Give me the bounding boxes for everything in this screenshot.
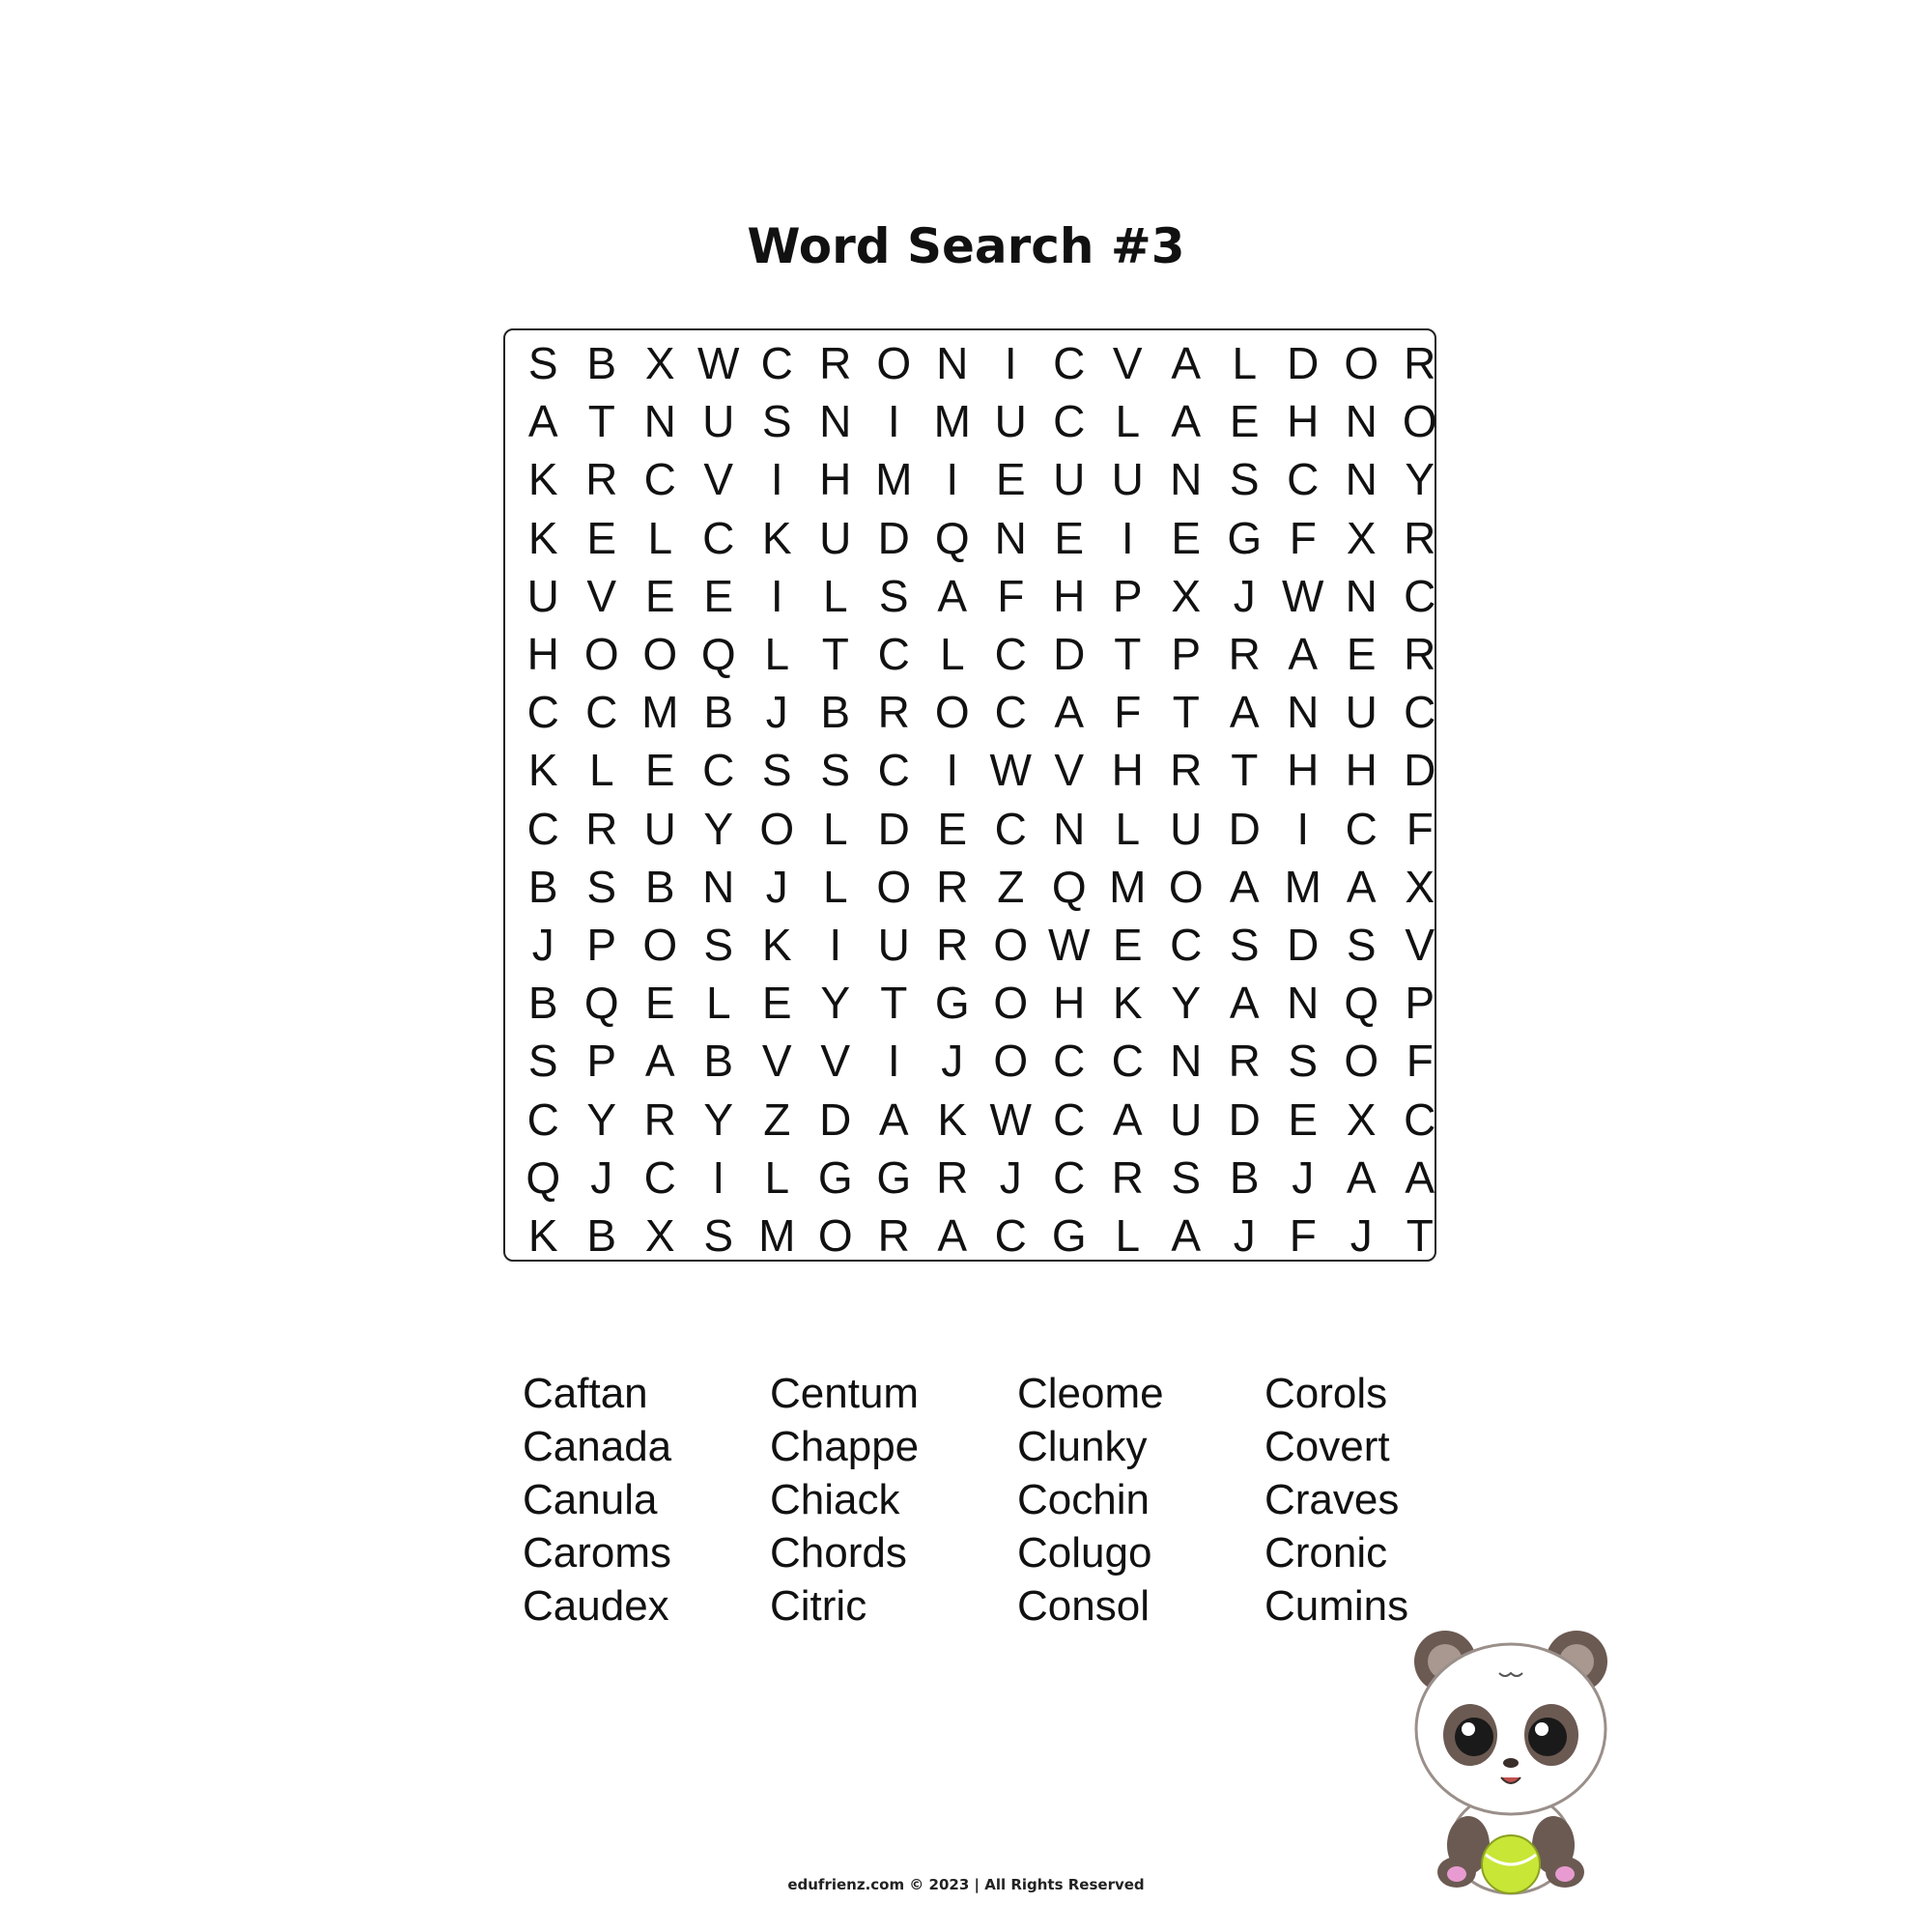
grid-letter: F xyxy=(1289,1209,1317,1261)
grid-letter: U xyxy=(1170,803,1203,854)
panda-mascot-icon xyxy=(1399,1623,1623,1903)
grid-letter: B xyxy=(586,338,617,389)
grid-letter: S xyxy=(586,861,617,912)
word-list-item: Cleome xyxy=(1017,1370,1164,1417)
grid-letter: N xyxy=(643,396,676,447)
grid-letter: C xyxy=(1404,687,1436,738)
grid-letter: B xyxy=(586,1209,617,1261)
word-list-item: Canula xyxy=(523,1476,658,1523)
grid-letter: A xyxy=(1405,1151,1435,1203)
grid-letter: V xyxy=(703,454,734,505)
grid-letter: K xyxy=(527,1209,558,1261)
grid-letter: C xyxy=(1053,1036,1086,1087)
word-list-item: Clunky xyxy=(1017,1423,1148,1470)
grid-letter: R xyxy=(1404,512,1436,563)
grid-letter: A xyxy=(1171,338,1202,389)
grid-letter: A xyxy=(937,570,968,621)
grid-letter: V xyxy=(1054,745,1085,796)
grid-letter: B xyxy=(1229,1151,1260,1203)
grid-letter: X xyxy=(1405,861,1435,912)
grid-letter: D xyxy=(1228,1094,1261,1145)
grid-letter: C xyxy=(702,512,735,563)
grid-letter: G xyxy=(934,978,970,1029)
grid-letter: M xyxy=(875,454,913,505)
grid-letter: L xyxy=(822,570,848,621)
grid-letter: K xyxy=(527,745,558,796)
word-list-item: Chappe xyxy=(770,1423,920,1470)
grid-letter: J xyxy=(941,1036,964,1087)
grid-letter: N xyxy=(1287,687,1320,738)
grid-letter: R xyxy=(936,861,969,912)
grid-letter: A xyxy=(527,396,558,447)
grid-letter: I xyxy=(946,454,959,505)
grid-letter: C xyxy=(1111,1036,1144,1087)
grid-letter: G xyxy=(817,1151,853,1203)
word-list-item: Caroms xyxy=(523,1529,672,1577)
grid-letter: E xyxy=(1346,629,1377,680)
grid-letter: I xyxy=(946,745,959,796)
grid-letter: P xyxy=(1112,570,1143,621)
grid-letter: N xyxy=(702,861,735,912)
grid-letter: M xyxy=(1284,861,1321,912)
grid-letter: X xyxy=(1346,512,1377,563)
grid-letter: S xyxy=(527,1036,558,1087)
word-list-item: Centum xyxy=(770,1370,920,1417)
grid-letter: I xyxy=(770,454,783,505)
grid-letter: E xyxy=(1171,512,1202,563)
grid-letter: B xyxy=(703,687,734,738)
grid-letter: R xyxy=(1404,629,1436,680)
grid-letter: B xyxy=(527,978,558,1029)
grid-letter: C xyxy=(994,687,1027,738)
grid-letter: D xyxy=(1287,338,1320,389)
grid-letter: L xyxy=(1115,1209,1141,1261)
grid-letter: O xyxy=(876,338,912,389)
grid-letter: U xyxy=(877,919,910,970)
grid-letter: E xyxy=(644,745,675,796)
grid-letter: Y xyxy=(1405,454,1435,505)
grid-letter: L xyxy=(647,512,673,563)
grid-letter: P xyxy=(1171,629,1202,680)
word-list-item: Canada xyxy=(523,1423,672,1470)
grid-letter: Q xyxy=(1344,978,1379,1029)
grid-letter: N xyxy=(1287,978,1320,1029)
grid-letter: C xyxy=(994,1209,1027,1261)
grid-letter: H xyxy=(1111,745,1144,796)
grid-letter: O xyxy=(759,803,795,854)
grid-letter: N xyxy=(1345,570,1378,621)
grid-letter: R xyxy=(643,1094,676,1145)
grid-letter: R xyxy=(819,338,852,389)
grid-letter: S xyxy=(820,745,851,796)
grid-letter: Y xyxy=(586,1094,617,1145)
grid-letter: X xyxy=(1346,1094,1377,1145)
grid-letter: I xyxy=(1004,338,1017,389)
word-list-item: Chords xyxy=(770,1529,907,1577)
grid-letter: S xyxy=(1346,919,1377,970)
grid-letter: S xyxy=(1288,1036,1319,1087)
grid-letter: R xyxy=(1170,745,1203,796)
grid-letter: L xyxy=(1115,396,1141,447)
grid-letter: T xyxy=(1406,1209,1434,1261)
grid-letter: C xyxy=(1053,1151,1086,1203)
grid-letter: L xyxy=(822,861,848,912)
grid-letter: R xyxy=(877,687,910,738)
grid-letter: R xyxy=(1228,1036,1261,1087)
grid-letter: V xyxy=(820,1036,851,1087)
grid-letter: C xyxy=(585,687,618,738)
grid-letter: R xyxy=(1111,1151,1144,1203)
grid-letter: I xyxy=(829,919,842,970)
grid-letter: A xyxy=(1346,861,1377,912)
grid-letter: R xyxy=(1404,338,1436,389)
grid-letter: E xyxy=(703,570,734,621)
grid-letter: T xyxy=(1172,687,1200,738)
word-list-item: Corols xyxy=(1264,1370,1388,1417)
grid-letter: F xyxy=(1406,803,1434,854)
grid-letter: X xyxy=(644,338,675,389)
grid-letter: L xyxy=(1115,803,1141,854)
word-list-item: Chiack xyxy=(770,1476,900,1523)
grid-letter: U xyxy=(702,396,735,447)
grid-letter: D xyxy=(819,1094,852,1145)
grid-letter: T xyxy=(1231,745,1259,796)
word-list-item: Cumins xyxy=(1264,1582,1409,1630)
grid-letter: A xyxy=(937,1209,968,1261)
grid-letter: I xyxy=(1121,512,1134,563)
grid-letter: G xyxy=(1051,1209,1087,1261)
grid-letter: J xyxy=(765,861,788,912)
grid-letter: C xyxy=(994,803,1027,854)
grid-letter: K xyxy=(1112,978,1143,1029)
grid-letter: L xyxy=(1232,338,1258,389)
grid-letter: F xyxy=(1289,512,1317,563)
grid-letter: O xyxy=(1344,338,1379,389)
grid-letter: D xyxy=(1287,919,1320,970)
grid-letter: Q xyxy=(1051,861,1087,912)
grid-letter: U xyxy=(526,570,559,621)
grid-letter: T xyxy=(1114,629,1142,680)
grid-letter: I xyxy=(887,1036,900,1087)
grid-letter: O xyxy=(876,861,912,912)
grid-letter: F xyxy=(1114,687,1142,738)
grid-letter: O xyxy=(1402,396,1437,447)
grid-letter: Q xyxy=(583,978,619,1029)
grid-letter: V xyxy=(586,570,617,621)
grid-letter: A xyxy=(1346,1151,1377,1203)
grid-letter: A xyxy=(1112,1094,1143,1145)
grid-letter: S xyxy=(703,1209,734,1261)
grid-letter: Z xyxy=(763,1094,791,1145)
grid-letter: E xyxy=(995,454,1026,505)
grid-letter: V xyxy=(761,1036,792,1087)
grid-letter: Q xyxy=(700,629,736,680)
grid-letter: C xyxy=(1053,396,1086,447)
grid-letter: J xyxy=(590,1151,613,1203)
grid-letter: C xyxy=(526,1094,559,1145)
word-list-item: Caftan xyxy=(523,1370,648,1417)
grid-letter: C xyxy=(526,687,559,738)
grid-letter: W xyxy=(1048,919,1091,970)
grid-letter: R xyxy=(585,454,618,505)
grid-letter: S xyxy=(1171,1151,1202,1203)
grid-letter: V xyxy=(1405,919,1435,970)
grid-letter: C xyxy=(1170,919,1203,970)
grid-letter: L xyxy=(705,978,731,1029)
word-list-item: Citric xyxy=(770,1582,867,1630)
grid-letter: Y xyxy=(703,1094,734,1145)
grid-letter: C xyxy=(1404,570,1436,621)
grid-letter: U xyxy=(1345,687,1378,738)
grid-letter: O xyxy=(1344,1036,1379,1087)
grid-letter: X xyxy=(644,1209,675,1261)
grid-letter: R xyxy=(1228,629,1261,680)
grid-letter: E xyxy=(644,978,675,1029)
grid-letter: D xyxy=(1053,629,1086,680)
grid-letter: H xyxy=(526,629,559,680)
grid-letter: I xyxy=(887,396,900,447)
grid-letter: A xyxy=(1229,861,1260,912)
grid-letter: B xyxy=(644,861,675,912)
grid-letter: T xyxy=(880,978,908,1029)
grid-letter: I xyxy=(1296,803,1310,854)
grid-letter: E xyxy=(586,512,617,563)
grid-letter: T xyxy=(821,629,849,680)
grid-letter: Q xyxy=(934,512,970,563)
grid-letter: J xyxy=(531,919,554,970)
grid-letter: K xyxy=(937,1094,968,1145)
grid-letter: A xyxy=(1054,687,1085,738)
grid-letter: R xyxy=(585,803,618,854)
grid-letter: Y xyxy=(820,978,851,1029)
grid-letter: B xyxy=(527,861,558,912)
grid-letter: C xyxy=(760,338,793,389)
grid-letter: U xyxy=(819,512,852,563)
grid-letter: M xyxy=(758,1209,796,1261)
grid-letter: S xyxy=(761,396,792,447)
grid-letter: L xyxy=(764,1151,790,1203)
grid-letter: E xyxy=(1054,512,1085,563)
word-list-item: Craves xyxy=(1264,1476,1400,1523)
grid-letter: B xyxy=(820,687,851,738)
grid-letter: H xyxy=(1287,396,1320,447)
grid-letter: D xyxy=(1228,803,1261,854)
grid-letter: G xyxy=(1227,512,1263,563)
grid-letter: S xyxy=(761,745,792,796)
grid-letter: M xyxy=(933,396,971,447)
grid-letter: H xyxy=(1345,745,1378,796)
grid-letter: C xyxy=(1287,454,1320,505)
grid-letter: S xyxy=(1229,919,1260,970)
grid-letter: N xyxy=(1170,454,1203,505)
grid-letter: C xyxy=(1053,1094,1086,1145)
grid-letter: D xyxy=(1404,745,1436,796)
grid-letter: P xyxy=(1405,978,1435,1029)
grid-letter: N xyxy=(1345,396,1378,447)
word-list-item: Colugo xyxy=(1017,1529,1152,1577)
grid-letter: C xyxy=(643,1151,676,1203)
grid-letter: F xyxy=(1406,1036,1434,1087)
grid-letter: D xyxy=(877,803,910,854)
grid-letter: H xyxy=(1053,978,1086,1029)
grid-letter: N xyxy=(936,338,969,389)
grid-letter: A xyxy=(644,1036,675,1087)
grid-letter: O xyxy=(993,919,1029,970)
grid-letter: L xyxy=(764,629,790,680)
word-list-item: Cronic xyxy=(1264,1529,1388,1577)
grid-letter: U xyxy=(1111,454,1144,505)
grid-letter: U xyxy=(1053,454,1086,505)
grid-letter: Y xyxy=(703,803,734,854)
grid-letter: J xyxy=(1292,1151,1315,1203)
grid-letter: C xyxy=(526,803,559,854)
grid-letter: U xyxy=(994,396,1027,447)
grid-letter: O xyxy=(934,687,970,738)
grid-letter: U xyxy=(643,803,676,854)
letter-grid xyxy=(514,334,1449,1264)
grid-letter: O xyxy=(583,629,619,680)
grid-letter: C xyxy=(1345,803,1378,854)
grid-letter: O xyxy=(993,978,1029,1029)
page-title: Word Search #3 xyxy=(747,218,1185,274)
grid-letter: A xyxy=(878,1094,909,1145)
grid-letter: S xyxy=(1229,454,1260,505)
grid-letter: R xyxy=(877,1209,910,1261)
grid-letter: A xyxy=(1229,978,1260,1029)
grid-letter: C xyxy=(1404,1094,1436,1145)
word-list-item: Caudex xyxy=(523,1582,669,1630)
grid-letter: C xyxy=(877,745,910,796)
grid-letter: A xyxy=(1171,396,1202,447)
grid-letter: R xyxy=(936,1151,969,1203)
grid-letter: V xyxy=(1112,338,1143,389)
grid-letter: C xyxy=(994,629,1027,680)
grid-letter: N xyxy=(1170,1036,1203,1087)
grid-letter: J xyxy=(1233,1209,1256,1261)
grid-letter: X xyxy=(1171,570,1202,621)
grid-letter: R xyxy=(936,919,969,970)
grid-letter: K xyxy=(761,512,792,563)
grid-letter: E xyxy=(1112,919,1143,970)
grid-letter: K xyxy=(527,454,558,505)
grid-letter: D xyxy=(877,512,910,563)
grid-letter: N xyxy=(819,396,852,447)
grid-letter: L xyxy=(939,629,965,680)
grid-letter: E xyxy=(761,978,792,1029)
grid-letter: W xyxy=(1282,570,1324,621)
grid-letter: H xyxy=(1287,745,1320,796)
word-list xyxy=(523,1367,1512,1633)
grid-letter: A xyxy=(1288,629,1319,680)
copyright-footer: edufrienz.com © 2023 | All Rights Reserved xyxy=(787,1876,1145,1893)
grid-letter: F xyxy=(997,570,1025,621)
grid-letter: J xyxy=(1350,1209,1373,1261)
grid-letter: P xyxy=(586,1036,617,1087)
grid-letter: W xyxy=(989,1094,1032,1145)
grid-letter: I xyxy=(712,1151,725,1203)
grid-letter: Q xyxy=(526,1151,561,1203)
grid-letter: O xyxy=(642,629,678,680)
word-search-grid xyxy=(503,328,1436,1262)
grid-letter: C xyxy=(702,745,735,796)
grid-letter: B xyxy=(703,1036,734,1087)
grid-letter: I xyxy=(770,570,783,621)
grid-letter: Y xyxy=(1171,978,1202,1029)
grid-letter: N xyxy=(1053,803,1086,854)
grid-letter: K xyxy=(761,919,792,970)
grid-letter: G xyxy=(876,1151,912,1203)
grid-letter: S xyxy=(527,338,558,389)
word-list-item: Cochin xyxy=(1017,1476,1150,1523)
grid-letter: J xyxy=(999,1151,1022,1203)
grid-letter: K xyxy=(527,512,558,563)
grid-letter: M xyxy=(641,687,679,738)
grid-letter: N xyxy=(1345,454,1378,505)
grid-letter: W xyxy=(697,338,740,389)
grid-letter: O xyxy=(642,919,678,970)
grid-letter: O xyxy=(1168,861,1204,912)
grid-letter: C xyxy=(1053,338,1086,389)
grid-letter: A xyxy=(1229,687,1260,738)
grid-letter: E xyxy=(1229,396,1260,447)
grid-letter: O xyxy=(993,1036,1029,1087)
grid-letter: T xyxy=(587,396,615,447)
grid-letter: A xyxy=(1171,1209,1202,1261)
grid-letter: L xyxy=(588,745,614,796)
word-list-item: Consol xyxy=(1017,1582,1150,1630)
grid-letter: N xyxy=(994,512,1027,563)
grid-letter: W xyxy=(989,745,1032,796)
grid-letter: E xyxy=(1288,1094,1319,1145)
grid-letter: S xyxy=(703,919,734,970)
grid-letter: H xyxy=(1053,570,1086,621)
grid-letter: P xyxy=(586,919,617,970)
grid-letter: C xyxy=(643,454,676,505)
grid-letter: E xyxy=(937,803,968,854)
grid-letter: S xyxy=(878,570,909,621)
grid-letter: L xyxy=(822,803,848,854)
grid-letter: J xyxy=(1233,570,1256,621)
grid-letter: J xyxy=(765,687,788,738)
grid-letter: M xyxy=(1109,861,1147,912)
grid-letter: E xyxy=(644,570,675,621)
grid-letter: C xyxy=(877,629,910,680)
grid-letter: H xyxy=(819,454,852,505)
grid-letter: U xyxy=(1170,1094,1203,1145)
grid-letter: Z xyxy=(997,861,1025,912)
grid-letter: O xyxy=(817,1209,853,1261)
word-list-item: Covert xyxy=(1264,1423,1390,1470)
